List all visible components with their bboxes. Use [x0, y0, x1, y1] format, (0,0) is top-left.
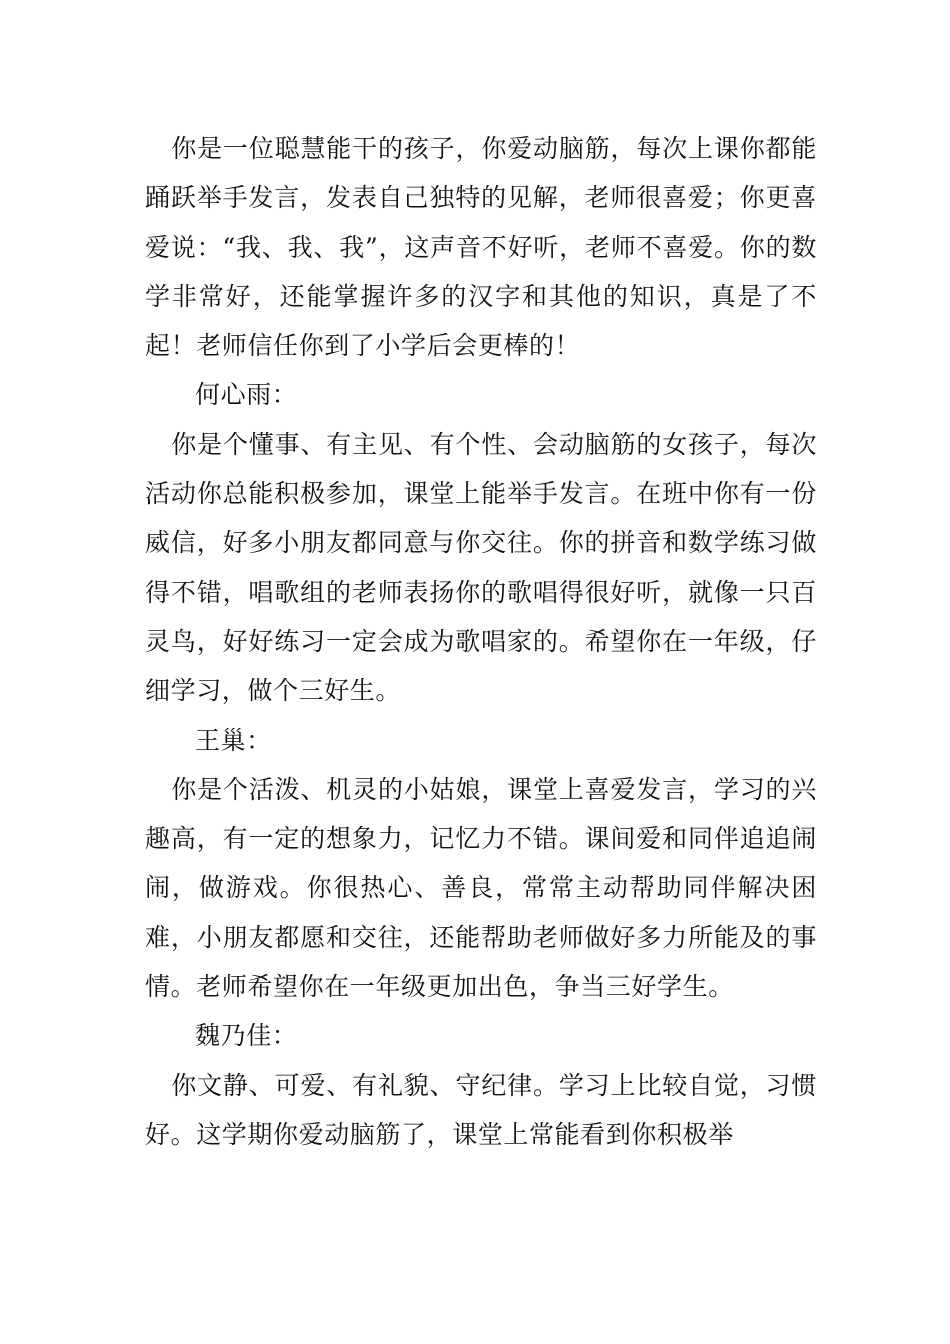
- student-name-wang-chao: 王巢：: [195, 725, 272, 755]
- comment-paragraph-1: 你是一位聪慧能干的孩子，你爱动脑筋，每次上课你都能踊跃举手发言，发表自己独特的见解，老师很喜爱；你更喜爱说：“我、我、我”，这声音不好听，老师不喜爱。你的数学非常好，还能掌握许多的汉字和其他的知识，真是了不起！老师信任你到了小学后会更棒的！: [145, 134, 817, 361]
- comment-paragraph-3: 你是个活泼、机灵的小姑娘，课堂上喜爱发言，学习的兴趣高，有一定的想象力，记忆力不错。课间爱和同伴追追闹闹，做游戏。你很热心、善良，常常主动帮助同伴解决困难，小朋友都愿和交往，还能帮助老师做好多力所能及的事情。老师希望你在一年级更加出色，争当三好学生。: [145, 774, 817, 1002]
- comment-paragraph-4: 你文静、可爱、有礼貌、守纪律。学习上比较自觉，习惯好。这学期你爱动脑筋了，课堂上常能看到你积极举: [145, 1070, 817, 1149]
- student-name-he-xinyu: 何心雨：: [195, 380, 298, 410]
- student-name-wei-naijia: 魏乃佳：: [195, 1021, 298, 1051]
- comment-paragraph-2: 你是个懂事、有主见、有个性、会动脑筋的女孩子，每次活动你总能积极参加，课堂上能举手发言。在班中你有一份威信，好多小朋友都同意与你交往。你的拼音和数学练习做得不错，唱歌组的老师表扬你的歌唱得很好听，就像一只百灵鸟，好好练习一定会成为歌唱家的。希望你在一年级，仔细学习，做个三好生。: [145, 429, 817, 706]
- document-body: [145, 124, 817, 1159]
